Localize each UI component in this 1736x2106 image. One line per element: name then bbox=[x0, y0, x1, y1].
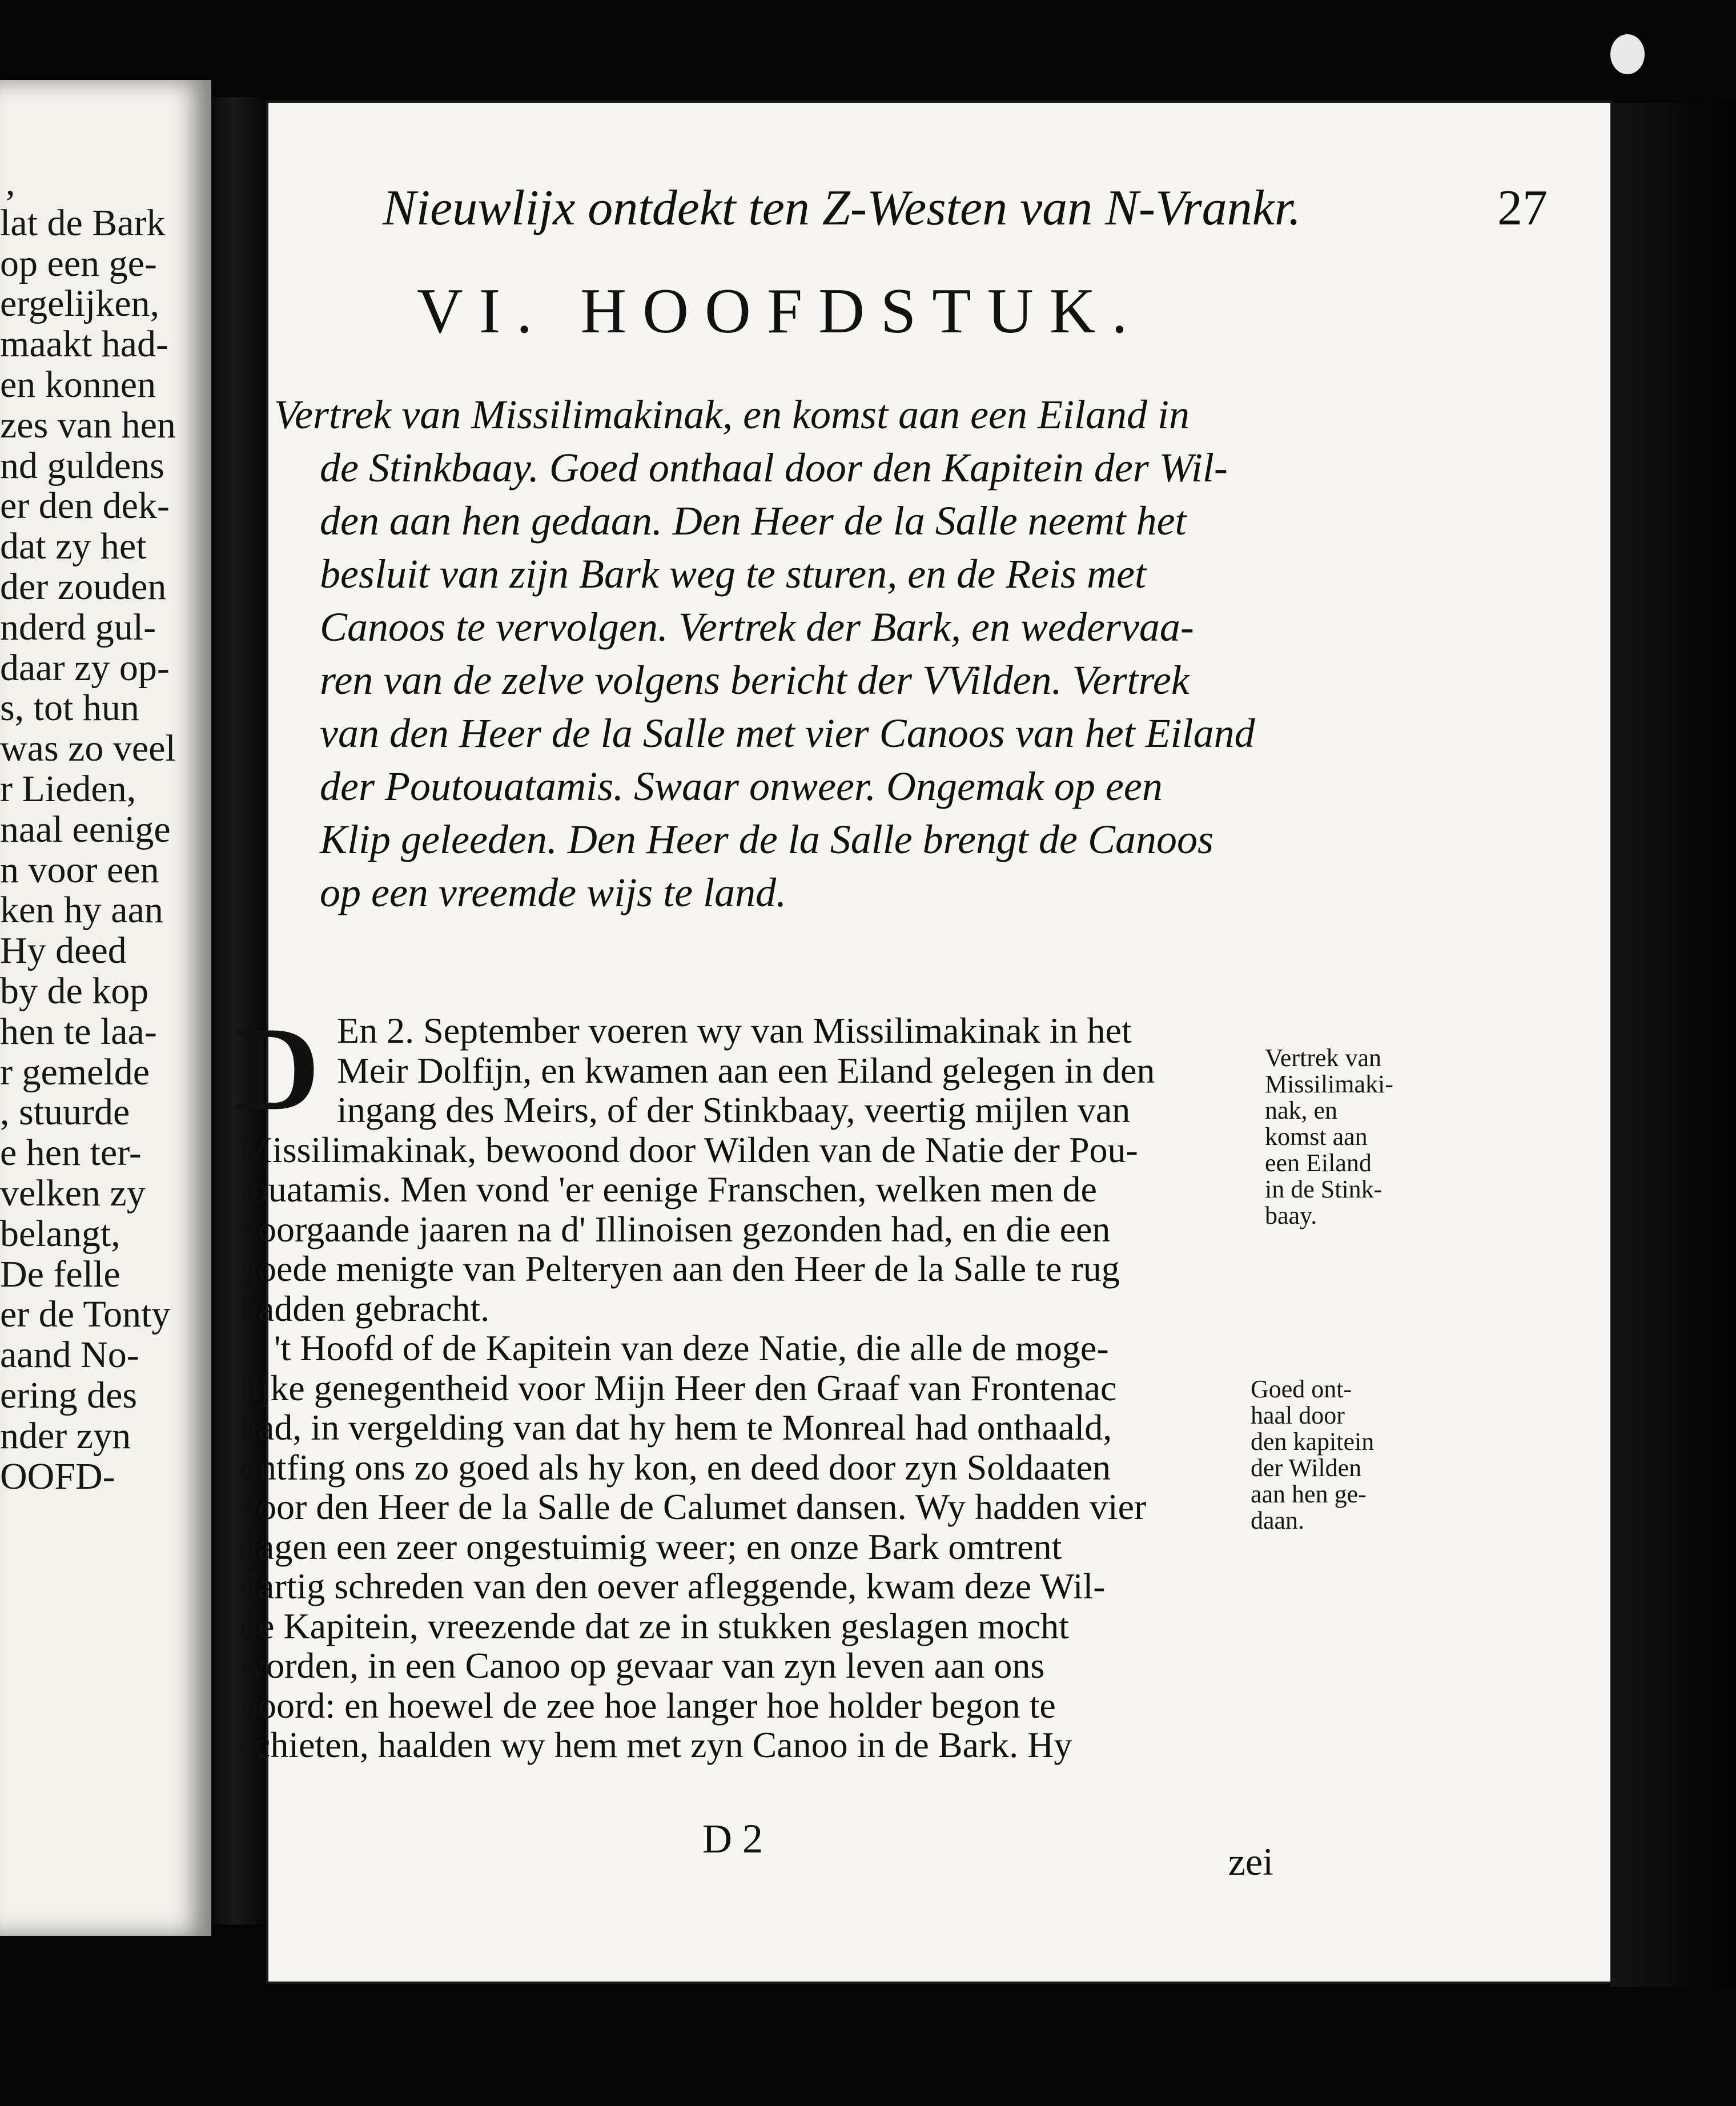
page-number: 27 bbox=[1497, 180, 1548, 236]
body-line: 't Hoofd of de Kapitein van deze Natie, die alle de moge- bbox=[274, 1328, 1109, 1368]
summary-line: besluit van zijn Bark weg te sturen, en de Reis met bbox=[320, 551, 1147, 597]
previous-page-line: en konnen bbox=[0, 364, 156, 405]
body-line: hadden gebracht. bbox=[240, 1288, 490, 1329]
body-line: dartig schreden van den oever afleggende, kwam deze Wil- bbox=[240, 1566, 1106, 1606]
body-line: schieten, haalden wy hem met zyn Canoo in de Bark. Hy bbox=[240, 1725, 1072, 1765]
previous-page-line: naal eenige bbox=[0, 808, 171, 850]
previous-page-line: nder zyn bbox=[0, 1414, 131, 1457]
body-line: ontfing ons zo goed als hy kon, en deed door zyn Soldaaten bbox=[240, 1446, 1111, 1488]
margin-note-line: den kapitein bbox=[1251, 1428, 1375, 1456]
margin-note-line: baay. bbox=[1265, 1201, 1317, 1229]
body-line: Meir Dolfijn, en kwamen aan een Eiland gelegen in den bbox=[337, 1050, 1155, 1091]
previous-page-line: daar zy op- bbox=[0, 646, 170, 689]
previous-page-line: r gemelde bbox=[0, 1051, 150, 1093]
previous-page-line: op een ge- bbox=[0, 242, 157, 284]
previous-page-line: der zouden bbox=[0, 566, 167, 608]
margin-note-line: der Wilden bbox=[1251, 1454, 1362, 1482]
margin-note-line: haal door bbox=[1251, 1401, 1345, 1429]
previous-page-line: maakt had- bbox=[0, 323, 169, 365]
summary-line: ren van de zelve volgens bericht der VVilden. Vertrek bbox=[320, 657, 1190, 703]
previous-page-line: nd guldens bbox=[0, 444, 164, 487]
summary-line: der Poutouatamis. Swaar onweer. Ongemak op een bbox=[320, 763, 1163, 809]
previous-page-line: zes van hen bbox=[0, 404, 176, 446]
body-line: Missilimakinak, bewoond door Wilden van de Natie der Pou- bbox=[240, 1129, 1138, 1170]
previous-page-line: dat zy het bbox=[0, 525, 147, 568]
body-line: voor den Heer de la Salle de Calumet dansen. Wy hadden vier bbox=[240, 1486, 1147, 1527]
chapter-title: VI. HOOFDSTUK. bbox=[417, 276, 1144, 347]
body-line: worden, in een Canoo op gevaar van zyn leven aan ons bbox=[240, 1645, 1045, 1686]
body-line: boord: en hoewel de zee hoe langer hoe holder begon te bbox=[240, 1685, 1056, 1726]
previous-page-line: s, tot hun bbox=[0, 687, 139, 729]
previous-page-line: n voor een bbox=[0, 849, 159, 891]
book-page bbox=[233, 103, 1610, 1982]
margin-note-line: daan. bbox=[1251, 1506, 1305, 1534]
body-text bbox=[240, 1011, 1273, 1765]
body-line: de Kapitein, vreezende dat ze in stukken geslagen mocht bbox=[240, 1605, 1069, 1646]
previous-page-line: aand No- bbox=[0, 1334, 139, 1376]
summary-line: de Stinkbaay. Goed onthaal door den Kapitein der Wil- bbox=[320, 445, 1228, 491]
previous-page-line: nderd gul- bbox=[0, 606, 156, 648]
previous-page-line: ergelijken, bbox=[0, 283, 160, 325]
chapter-summary bbox=[274, 388, 1313, 919]
previous-page-line: ering des bbox=[0, 1374, 138, 1416]
body-line: voorgaande jaaren na d' Illinoisen gezonden had, en die een bbox=[240, 1208, 1111, 1249]
previous-page-line: OOFD- bbox=[0, 1455, 115, 1497]
previous-page-line: ken hy aan bbox=[0, 889, 163, 931]
summary-line: Canoos te vervolgen. Vertrek der Bark, en wedervaa- bbox=[320, 604, 1194, 650]
body-line: ingang des Meirs, of der Stinkbaay, veertig mijlen van bbox=[337, 1090, 1131, 1130]
previous-page-line: , bbox=[6, 162, 15, 203]
scan-spot bbox=[1610, 34, 1645, 74]
summary-line: van den Heer de la Salle met vier Canoos van het Eiland bbox=[320, 710, 1255, 756]
catchword: zei bbox=[1228, 1840, 1273, 1883]
signature-mark: D 2 bbox=[702, 1816, 763, 1862]
drop-cap: D bbox=[233, 1003, 320, 1135]
margin-note-reception bbox=[1251, 1376, 1374, 1534]
body-line: goede menigte van Pelteryen aan den Heer de la Salle te rug bbox=[240, 1248, 1120, 1289]
margin-note-line: in de Stink- bbox=[1265, 1175, 1383, 1203]
previous-page-line: er den dek- bbox=[0, 485, 170, 527]
body-line: lijke genegentheid voor Mijn Heer den Graaf van Frontenac bbox=[240, 1367, 1117, 1408]
previous-page-line: Hy deed bbox=[0, 930, 127, 972]
previous-page-fragment bbox=[0, 80, 211, 1936]
margin-note-line: Goed ont- bbox=[1251, 1375, 1352, 1403]
margin-note-line: Missilimaki- bbox=[1265, 1070, 1393, 1098]
margin-note-line: een Eiland bbox=[1265, 1149, 1372, 1177]
previous-page-line: hen te laa- bbox=[0, 1010, 157, 1052]
margin-note-departure bbox=[1265, 1045, 1393, 1229]
previous-page-line: r Lieden, bbox=[0, 768, 136, 810]
summary-line: den aan hen gedaan. Den Heer de la Salle neemt het bbox=[320, 498, 1187, 544]
previous-page-line: lat de Bark bbox=[0, 202, 166, 244]
previous-page-line: er de Tonty bbox=[0, 1293, 171, 1336]
previous-page-line: belangt, bbox=[0, 1212, 120, 1255]
margin-note-line: aan hen ge- bbox=[1251, 1480, 1367, 1508]
previous-page-line: e hen ter- bbox=[0, 1132, 142, 1174]
book-edge-shadow bbox=[1610, 103, 1736, 1987]
previous-page-line: , stuurde bbox=[0, 1091, 130, 1134]
running-title: Nieuwlijx ontdekt ten Z-Westen van N-Vrankr. bbox=[383, 180, 1301, 236]
margin-note-line: nak, en bbox=[1265, 1096, 1338, 1124]
body-line: had, in vergelding van dat hy hem te Monreal had onthaald, bbox=[240, 1407, 1112, 1448]
previous-page-line: velken zy bbox=[0, 1172, 146, 1214]
margin-note-line: Vertrek van bbox=[1265, 1044, 1382, 1072]
body-line: dagen een zeer ongestuimig weer; en onze Bark omtrent bbox=[240, 1526, 1062, 1567]
page-footer bbox=[268, 1816, 1273, 1883]
previous-page-line: by de kop bbox=[0, 970, 149, 1012]
previous-page-line: De felle bbox=[0, 1253, 120, 1295]
previous-page-line: was zo veel bbox=[0, 728, 176, 770]
body-line: touatamis. Men vond 'er eenige Franschen, welken men de bbox=[240, 1169, 1097, 1209]
summary-line: Klip geleeden. Den Heer de la Salle brengt de Canoos bbox=[320, 817, 1213, 862]
body-line: En 2. September voeren wy van Missilimakinak in het bbox=[337, 1010, 1132, 1051]
summary-line: op een vreemde wijs te land. bbox=[320, 870, 787, 915]
margin-note-line: komst aan bbox=[1265, 1123, 1368, 1151]
running-head bbox=[383, 177, 1548, 240]
summary-line: Vertrek van Missilimakinak, en komst aan een Eiland in bbox=[274, 392, 1190, 437]
